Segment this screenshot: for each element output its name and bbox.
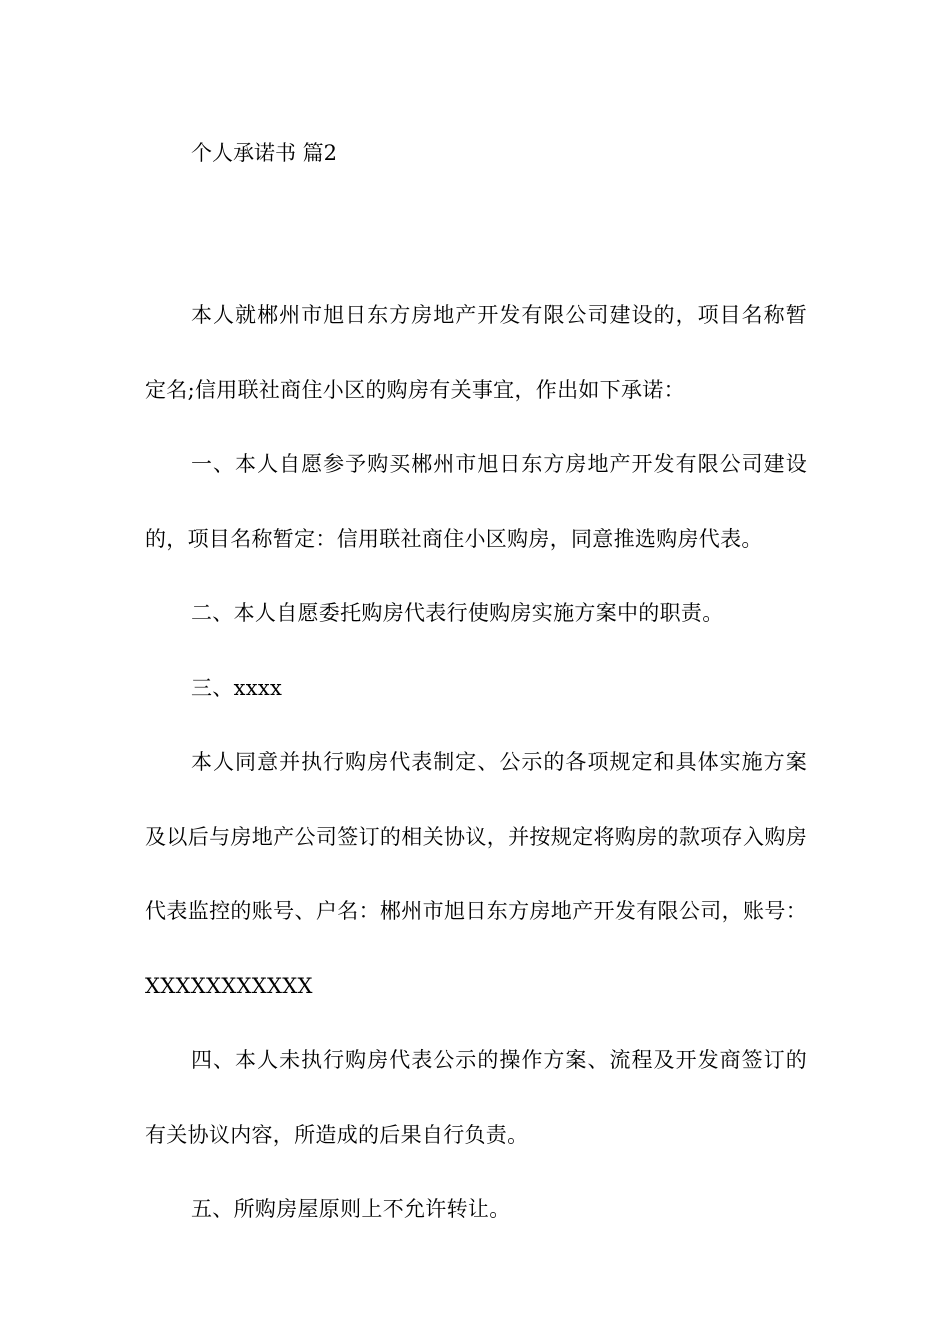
paragraph-clause-2: 二、本人自愿委托购房代表行使购房实施方案中的职责。 (191, 601, 724, 625)
paragraph-intro: 本人就郴州市旭日东方房地产开发有限公司建设的，项目名称暂定名;信用联社商住小区的购房有关事宜，作出如下承诺： (145, 303, 807, 402)
paragraph-clause-3: 三、xxxx (191, 675, 283, 700)
paragraph-clause-1: 一、本人自愿参予购买郴州市旭日东方房地产开发有限公司建设的，项目名称暂定：信用联社商住小区购房，同意推选购房代表。 (145, 452, 807, 551)
paragraph-clause-5: 五、所购房屋原则上不允许转让。 (191, 1197, 511, 1221)
document-title: 个人承诺书 篇2 (191, 141, 338, 165)
paragraph-clause-3-detail: 本人同意并执行购房代表制定、公示的各项规定和具体实施方案及以后与房地产公司签订的相关协议，并按规定将购房的款项存入购房代表监控的账号、户名：郴州市旭日东方房地产开发有限公司，账号：XXXXXXXXXXX (145, 750, 807, 998)
document-body (145, 278, 807, 1247)
paragraph-clause-4: 四、本人未执行购房代表公示的操作方案、流程及开发商签订的有关协议内容，所造成的后果自行负责。 (145, 1048, 807, 1147)
